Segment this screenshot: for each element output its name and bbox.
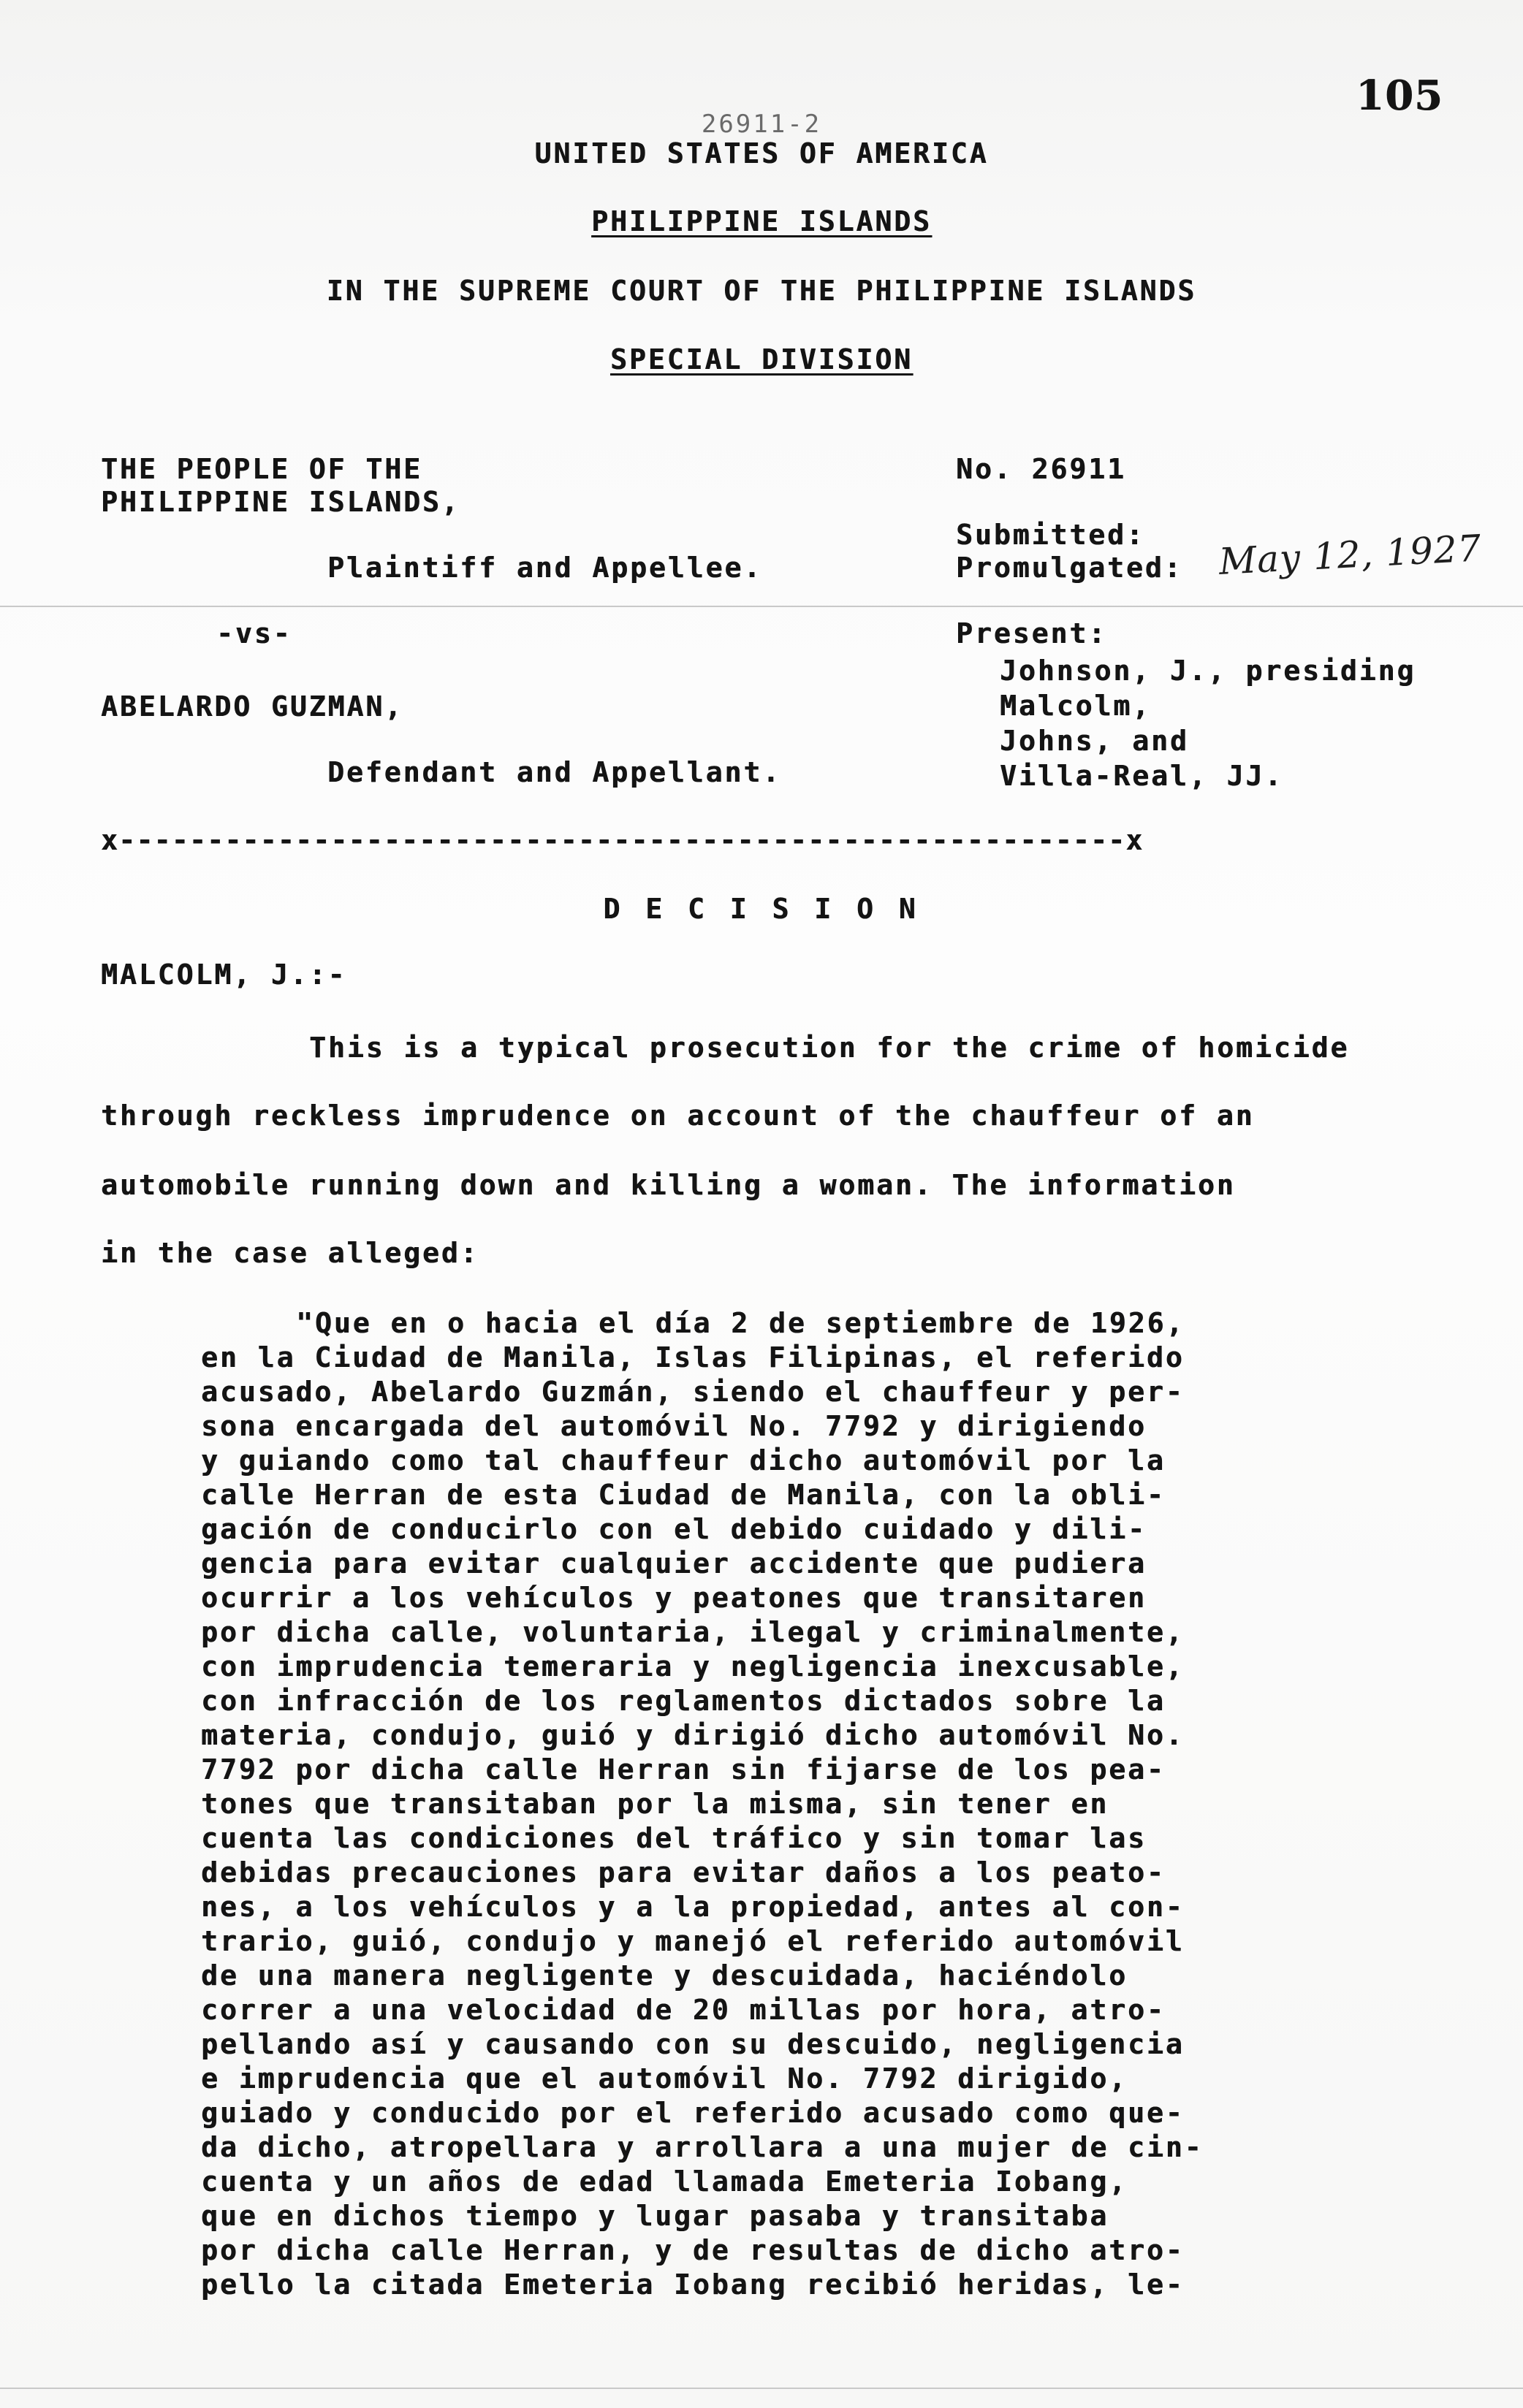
promulgated-label: Promulgated:: [956, 552, 1183, 584]
plaintiff-role: Plaintiff and Appellee.: [327, 552, 763, 584]
defendant-name: ABELARDO GUZMAN,: [101, 690, 404, 723]
quote-line: nes, a los vehículos y a la propiedad, antes al con-: [201, 1891, 1185, 1923]
justice-line: Malcolm,: [1000, 690, 1152, 722]
case-number: No. 26911: [956, 453, 1126, 485]
justice-line: Johnson, J., presiding: [1000, 655, 1416, 687]
quote-line: gencia para evitar cualquier accidente que pudiera: [201, 1547, 1147, 1580]
heading-court: IN THE SUPREME COURT OF THE PHILIPPINE ISLANDS: [326, 275, 1197, 307]
quote-line: trario, guió, condujo y manejó el referido automóvil: [201, 1925, 1185, 1957]
quote-line: guiado y conducido por el referido acusado como que-: [201, 2097, 1185, 2129]
intro-line: in the case alleged:: [101, 1237, 479, 1269]
justice-line: Villa-Real, JJ.: [1000, 760, 1284, 792]
quote-line: 7792 por dicha calle Herran sin fijarse de los pea-: [201, 1753, 1166, 1786]
plaintiff-name-line2: PHILIPPINE ISLANDS,: [101, 486, 460, 518]
quote-line: de una manera negligente y descuidada, haciéndolo: [201, 1959, 1128, 1992]
caption-separator: x---------------------------------------------------------x: [101, 824, 1144, 856]
defendant-role: Defendant and Appellant.: [327, 756, 782, 788]
quote-line: por dicha calle Herran, y de resultas de dicho atro-: [201, 2234, 1185, 2266]
quote-line: pellando así y causando con su descuido, negligencia: [201, 2028, 1185, 2060]
quote-line: "Que en o hacia el día 2 de septiembre de 1926,: [296, 1307, 1185, 1339]
quote-line: que en dichos tiempo y lugar pasaba y transitaba: [201, 2200, 1109, 2232]
quote-line: da dicho, atropellara y arrollara a una mujer de cin-: [201, 2131, 1204, 2163]
intro-line: This is a typical prosecution for the crime of homicide: [309, 1032, 1350, 1064]
quote-line: sona encargada del automóvil No. 7792 y dirigiendo: [201, 1410, 1147, 1442]
intro-line: automobile running down and killing a woman. The information: [101, 1169, 1236, 1201]
quote-line: cuenta las condiciones del tráfico y sin tomar las: [201, 1822, 1147, 1854]
justice-line: Johns, and: [1000, 725, 1189, 757]
decision-title: D E C I S I O N: [603, 893, 920, 925]
quote-line: cuenta y un años de edad llamada Emeteria Iobang,: [201, 2165, 1128, 2198]
fold-line: [0, 2388, 1523, 2389]
quote-line: ocurrir a los vehículos y peatones que transitaren: [201, 1582, 1147, 1614]
intro-line: through reckless imprudence on account of the chauffeur of an: [101, 1100, 1255, 1132]
quote-line: tones que transitaban por la misma, sin tener en: [201, 1788, 1109, 1820]
submitted-label: Submitted:: [956, 519, 1145, 551]
quote-line: por dicha calle, voluntaria, ilegal y criminalmente,: [201, 1616, 1185, 1648]
quote-line: debidas precauciones para evitar daños a los peato-: [201, 1856, 1166, 1889]
heading-country: UNITED STATES OF AMERICA: [534, 137, 989, 169]
quote-line: correr a una velocidad de 20 millas por hora, atro-: [201, 1994, 1166, 2026]
quote-line: pello la citada Emeteria Iobang recibió heridas, le-: [201, 2268, 1185, 2301]
quote-line: gación de conducirlo con el debido cuidado y dili-: [201, 1513, 1147, 1545]
decision-author: MALCOLM, J.:-: [101, 959, 347, 991]
case-reference: 26911-2: [701, 110, 822, 139]
present-label: Present:: [956, 617, 1108, 649]
quote-line: e imprudencia que el automóvil No. 7792 dirigido,: [201, 2062, 1128, 2095]
versus-label: -vs-: [216, 617, 292, 649]
quote-line: calle Herran de esta Ciudad de Manila, con la obli-: [201, 1479, 1166, 1511]
page-number: 105: [1356, 72, 1443, 120]
heading-division: SPECIAL DIVISION: [609, 343, 914, 376]
plaintiff-name-line1: THE PEOPLE OF THE: [101, 453, 422, 485]
quote-line: en la Ciudad de Manila, Islas Filipinas, el referido: [201, 1341, 1185, 1373]
quote-line: acusado, Abelardo Guzmán, siendo el chauffeur y per-: [201, 1376, 1185, 1408]
quote-line: materia, condujo, guió y dirigió dicho automóvil No.: [201, 1719, 1185, 1751]
quote-line: y guiando como tal chauffeur dicho automóvil por la: [201, 1444, 1166, 1477]
promulgated-date-handwritten: May 12, 1927: [1218, 527, 1483, 583]
fold-line: [0, 606, 1523, 607]
quote-line: con infracción de los reglamentos dictados sobre la: [201, 1685, 1166, 1717]
heading-islands: PHILIPPINE ISLANDS: [591, 205, 932, 237]
quote-line: con imprudencia temeraria y negligencia inexcusable,: [201, 1650, 1185, 1683]
